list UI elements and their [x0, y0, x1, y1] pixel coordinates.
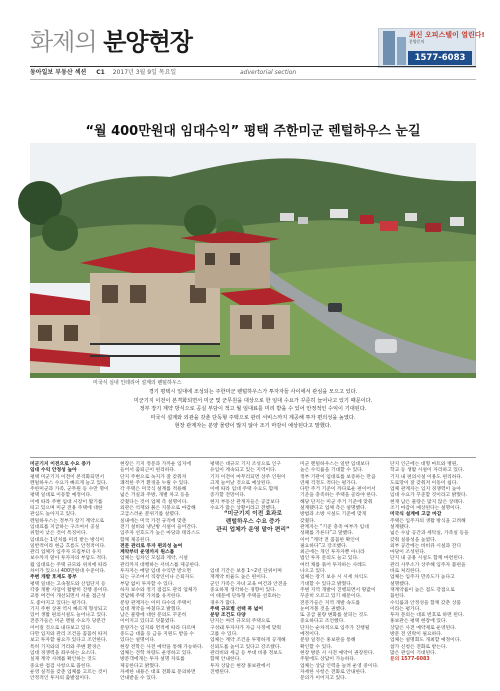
body-line: 업체는 견학 차량도 운영하고 있다.	[120, 650, 193, 656]
body-line: 외관은 석재와 붉은 지붕으로 마감해	[120, 506, 196, 512]
body-line: 실내에는 미국 가전 규격에 맞춘	[120, 518, 187, 524]
body-line: 정부 기관이 임대료를 보증하는 만큼	[300, 474, 376, 480]
body-line: 함께 제공된다.	[120, 537, 151, 543]
photo-caption: 미국식 실내 인테리어 설계의 렌털하우스	[93, 380, 182, 386]
body-line: 갖췄다.	[300, 518, 316, 524]
body-line: 단지 주변으로 녹지가 잘 갖춰져	[120, 474, 187, 480]
section-title-bold: 분양현장	[103, 28, 192, 56]
body-line: 평택 미군기지 이전이 본격화되면서	[30, 474, 105, 480]
body-line: 자세한 사항은 전화로 안내한다.	[300, 669, 367, 675]
pull-quote-line: “미군기지 이전 효과로	[223, 511, 283, 517]
body-line: 되는 구조여서 직장인이나 은퇴자도	[120, 575, 195, 581]
body-line: 중도금 대출 등 금융 지원도 받을 수	[120, 632, 195, 638]
subheading: 주변 개발 호재도 풍부	[30, 575, 77, 581]
body-line: 분양 일정은 홍보관을 통해	[300, 638, 356, 644]
body-line: 미군 렌털하우스는 일반 임대보다	[300, 462, 370, 467]
body-line: 일반적이라 현금 흐름도 안정적이다.	[30, 543, 106, 549]
body-line: 관심도 높아지고 있다.	[30, 512, 77, 518]
body-line: 법인 투자 문의도 늘고 있다.	[300, 556, 359, 562]
body-line: 투자 상담은 현장 홍보관에서	[210, 663, 271, 669]
subheading: 전문 관리로 투자 편의성 높여	[120, 543, 183, 549]
body-line: 실제 계약 사례를 확인하는 것도	[30, 657, 97, 663]
body-line: 방범과 소방 시설도 기준에 맞게	[300, 512, 367, 518]
body-line: 설계됐다.	[390, 524, 411, 530]
body-line: 띠고 있으며 미군 전용 주택에 대한	[30, 506, 103, 512]
body-line: 문의가 이어지고 있다.	[300, 676, 347, 682]
subheading: 계약부터 운영까지 원스톱	[120, 550, 175, 556]
lead-line: 경기 평택시 일대에 조성되는 주한미군 렌털하우스가 투자자들 사이에서 관심을 모으고 있다.	[148, 389, 358, 395]
body-line: 또 공급 물량 변화를 살피는 것도	[300, 613, 368, 619]
body-line: 기준을 충족하는 주택을 골라야 한다.	[300, 493, 378, 499]
body-line: 임대 계약을 마쳤다고 밝혔다.	[120, 606, 182, 612]
body-line: 높은 수익률을 기대할 수 있다.	[300, 468, 364, 474]
body-line: 평택 일대는 고속철도와 산업단지 등	[30, 581, 106, 587]
body-line: 함께 안내한다.	[210, 657, 241, 663]
body-line: 쾌적한 주거 환경을 누릴 수 있다.	[120, 480, 190, 486]
pull-quote	[212, 510, 294, 550]
article-column-4	[300, 462, 386, 686]
body-line: 해당 단지는 미군 주거 기준에 맞춰	[300, 499, 373, 505]
body-line: 이어지고 있다고 덧붙였다.	[120, 619, 176, 625]
body-line: 방문객에게는 투자 설명 자료를	[120, 657, 185, 663]
body-line: 차이가 있으나 400만원대 수준이다.	[30, 569, 106, 575]
body-line: 이에 따라 주변 임대 시장이 활기를	[30, 499, 103, 505]
advertisement[interactable]	[378, 28, 485, 68]
body-line: 신뢰도를 높이고 있다고 강조했다.	[210, 644, 281, 650]
body-line: 임대 경쟁력을 좌우하는 요소다.	[30, 650, 97, 656]
section-label: advertorial section	[240, 69, 297, 76]
body-line: 전기 설비와 냉난방 시설이 들어간다.	[120, 524, 198, 530]
body-line: 설명했다.	[390, 581, 411, 587]
building-graphic	[383, 31, 395, 65]
body-line: 평택은 대규모 기지 조성으로 인구	[210, 462, 281, 467]
body-line: 필요하다”고 강조했다.	[300, 543, 348, 549]
body-line: 임대 기간은 보통 1~2년 단위이며	[210, 569, 282, 575]
body-line: 중요하게 생각하는 경향이 있다.	[210, 587, 277, 593]
subheading: 미군기지 이전으로 수요 증가	[30, 462, 91, 467]
body-line: 다만 입지와 관리 조건을 꼼꼼히 따져	[30, 632, 108, 638]
body-line: 현장 견학은 사전 예약을 통해 가능하다.	[120, 644, 204, 650]
issue-date: 2017년 3월 9일 목요일	[112, 69, 177, 76]
body-line: 투자자는 매달 임대 수익만 받으면	[120, 569, 191, 575]
body-line: 갖췄다는 것이 업체 측 설명이다.	[120, 499, 188, 505]
body-line: 크게 늘어날 것으로 예상된다.	[210, 480, 272, 486]
body-line: 주변 지역 개발이 진행되면서 땅값이	[300, 587, 376, 593]
article-column-3	[210, 462, 296, 686]
body-line: 제공한다고 밝혔다.	[120, 663, 161, 669]
body-line: 고를 수 있다.	[210, 632, 238, 638]
contact-note: 문의 1577-6083	[390, 657, 430, 663]
body-line: 나오고 있다.	[300, 569, 327, 575]
body-line: 단지는 순차적으로 입주가 진행될	[300, 625, 370, 631]
body-line: 구성돼 투자자가 자금 사정에 맞춰	[210, 625, 281, 631]
body-line: 꾸준히 오르고 있기 때문이다.	[300, 594, 362, 600]
pull-quote-line: 관리 업체가 운영 맡아 편리”	[216, 527, 290, 533]
body-line: 평택 일대로 이동할 예정이다.	[30, 493, 92, 499]
body-line: 위험이 낮은 것이 특징이다.	[30, 531, 88, 537]
body-line: 이라는 평가다.	[390, 606, 421, 612]
ad-promo: 최신 오피스텔이 열린다!	[409, 31, 485, 39]
body-line: 업체는 장기 보유 시 시세 차익도	[300, 575, 368, 581]
body-line: 참가 신청은 전화로 받는다.	[390, 644, 448, 650]
body-line: 하자 보수와 정기 점검도 관리 업체가	[120, 587, 198, 593]
body-line: 이어질 것으로 내다보고 있다.	[30, 625, 92, 631]
body-line: 각종 개발 사업이 활발히 진행 중이다.	[30, 587, 109, 593]
body-line: 유입이 계속되고 있는 지역이다.	[210, 468, 277, 474]
body-line: 확인할 수 있다.	[300, 644, 333, 650]
subheading: 분양 조건도 다양	[210, 613, 246, 619]
body-line: 들어서 출퇴근이 편리하다.	[120, 468, 176, 474]
body-line: 임대료를 지급하는 구조여서 공실	[30, 524, 100, 530]
body-line: 부담 없이 투자할 수 있다.	[120, 581, 174, 587]
body-line: 이에 따라 임대 주택 수요도 함께	[210, 487, 278, 493]
info-bar	[30, 66, 476, 80]
body-line: 경우가 많다.	[210, 600, 237, 606]
body-line: 렌털하우스 수요가 빠르게 늘고 있다.	[30, 480, 108, 486]
body-line: 수익률과 안정성을 함께 갖춘 상품	[390, 600, 461, 606]
body-line: 학교 등 생활 시설이 자리하고 있다.	[390, 468, 465, 474]
body-line: 많은 관심이 기대된다.	[390, 650, 437, 656]
body-line: 업체는 설명회도 개최할 예정이다.	[390, 638, 461, 644]
body-line: 현장 방문 시 사전 예약이 권장된다.	[300, 650, 375, 656]
body-line: 업체는 임차인 모집과 계약, 시설	[120, 556, 188, 562]
body-line: 고급스러운 분위기를 살렸다.	[120, 512, 181, 518]
body-line: 렌털하우스는 정부가 장기 계약으로	[30, 518, 105, 524]
body-line: 조기 마감이 예상된다는 설명이다.	[390, 506, 461, 512]
body-line: 분양 관계자는 이미 다수의 주택이	[120, 600, 191, 606]
body-line: 안내받을 수 있다.	[120, 676, 158, 682]
body-line: 기지 주변 상권 역시 빠르게 형성되고	[30, 606, 108, 612]
rental-house-photo	[30, 143, 476, 378]
body-line: 업체는 상담 인력을 늘려 운영 중이다.	[300, 663, 379, 669]
body-line: 주말에도 상담이 가능하다.	[300, 657, 356, 663]
ad-subline: 분양문의	[409, 39, 425, 44]
body-line: 꼽힌다.	[390, 594, 406, 600]
body-line: 남은 물량에 대한 문의도 꾸준히	[120, 613, 187, 619]
body-line: 다만 주거 기준이 까다로운 편이어서	[300, 487, 376, 493]
body-line: 설계됐다고 업체 측은 설명했다.	[300, 506, 367, 512]
body-line: 월 임대료는 주택 규모와 위치에 따라	[30, 562, 108, 568]
divider	[30, 457, 476, 458]
body-line: 증가할 전망이다.	[210, 493, 246, 499]
body-line: 있어 생활 편의시설도 늘어나고 있다.	[30, 613, 108, 619]
section-title	[30, 22, 192, 57]
subheading: 미국식 설계에 고급 마감	[390, 512, 442, 518]
building-graphic-small	[397, 37, 406, 65]
body-line: 외부 공간에는 바비큐 시설과 잔디	[390, 543, 461, 549]
body-line: 있다는 설명이다.	[120, 638, 156, 644]
subheading: 주택 규모별 선택 폭 넓어	[210, 606, 264, 612]
body-line: 보수까지 맡아 투자자의 부담도 적다.	[30, 556, 108, 562]
body-line: 기지 내 편의시설 이용도 편리하다.	[390, 474, 463, 480]
body-line: 주한미군과 가족, 군무원 등 수만 명이	[30, 487, 109, 493]
masthead	[0, 0, 500, 66]
body-line: 연체 걱정도 적다는 평가다.	[300, 480, 358, 486]
body-line: 관리 사무소가 상주해 입주자 불편을	[390, 562, 466, 568]
body-line: 상담은 사전 예약제로 운영된다.	[390, 625, 457, 631]
body-line: 관계자는 “기준 충족 여부가 임대	[300, 524, 369, 530]
body-line: 단지 인근에는 대형 마트와 병원,	[390, 462, 458, 467]
section-title-light: 화제의	[30, 28, 97, 56]
body-line: 현재 남은 물량은 많지 않은 상태다.	[390, 499, 465, 505]
body-line: 입주자 선호도가 높은 마당과 테라스도	[120, 531, 201, 537]
subheading: 임대 수익 안정성 높아	[30, 468, 77, 474]
body-line: 최근에는 개인 투자자뿐 아니라	[300, 550, 365, 556]
lead-line: 현장 관계자는 분양 물량이 많지 않아 조기 마감이 예상된다고 말했다.	[174, 423, 332, 430]
article-photo	[30, 143, 476, 378]
body-line: 기대할 수 있다고 밝혔다.	[300, 581, 353, 587]
body-line: 단지 내 공용 시설도 함께 마련된다.	[390, 556, 465, 562]
body-line: 전문가들은 지역 개발 속도를	[300, 600, 361, 606]
body-line: 재계약 비율도 높은 편이다.	[210, 575, 268, 581]
body-line: 마당이 조성된다.	[390, 550, 426, 556]
publication-name: 동아일보 부동산 섹션	[30, 69, 87, 76]
body-line: 임대 수요가 꾸준할 것이라고 밝혔다.	[390, 493, 468, 499]
article-headline: “월 400만원대 임대수익” 평택 주한미군 렌털하우스 눈길	[85, 124, 421, 139]
body-line: 수요가 많은 상황이라고 전했다.	[210, 506, 277, 512]
body-line: 진행된다.	[210, 669, 231, 675]
body-line: 전문가들은 미군 렌털 수요가 당분간	[30, 619, 106, 625]
body-line: 넓은 거실과 주방, 개별 차고 등을	[120, 493, 190, 499]
body-line: 방문 전 연락이 필요하다.	[390, 632, 443, 638]
body-line: 이어 “계약 전 꼼꼼한 확인이	[300, 537, 360, 543]
body-line: 교통 여건이 개선되면서 서울 접근성	[30, 594, 106, 600]
ad-phone: 1577-6083	[408, 51, 472, 65]
body-line: 도로망이 잘 갖춰져 이동이 쉽다.	[390, 480, 458, 486]
body-line: 주택은 입주자의 생활 방식을 고려해	[390, 518, 466, 524]
body-line: 중요하다고 조언했다.	[300, 619, 345, 625]
body-line: 갖춰 실용성을 높였다.	[390, 537, 437, 543]
body-line: 넓은 수납 공간과 세탁실, 가족실 등을	[390, 531, 469, 537]
body-line: 도 좋아지고 있다는 평가다.	[30, 600, 88, 606]
body-line: 분양가는 입지와 면적에 따라 다르며	[120, 625, 196, 631]
body-line: 예정이다.	[300, 632, 321, 638]
article-column-1	[30, 462, 116, 686]
body-line: 관리까지 대행하는 서비스를 제공한다.	[120, 562, 201, 568]
page-number: C1	[96, 69, 105, 76]
body-line: 군인 가족은 자녀 교육 여건과 안전을	[210, 581, 288, 587]
body-line: 이 때문에 단독형 주택을 선호하는	[210, 594, 281, 600]
body-line: 성패를 가른다”고 말했다.	[300, 531, 354, 537]
body-line: 각 주택은 미국식 설계를 적용해	[120, 487, 187, 493]
body-line: 홍보관은 평택 현장에 있다.	[390, 619, 448, 625]
article-column-5	[390, 462, 476, 686]
body-line: 중요한 점검 사항으로 꼽힌다.	[30, 663, 92, 669]
body-line: 투자 문의는 대표 번호로 하면 된다.	[390, 613, 465, 619]
body-line: 현지 부동산 관계자들은 공급보다	[210, 499, 280, 505]
body-line: 바로 처리한다.	[390, 569, 421, 575]
lead-paragraph	[30, 388, 476, 431]
body-line: 관리비와 세금 등 부대 비용 정보도	[210, 650, 283, 656]
body-line: 기지 이전이 마무리되면 상주 인원이	[210, 474, 286, 480]
body-line: 업체 관계자는 입지 경쟁력이 높아	[390, 487, 461, 493]
body-line: 단지는 여러 규모의 주택으로	[210, 619, 271, 625]
body-line: 재계약률이 높은 점도 강점으로	[390, 587, 455, 593]
lead-line: 정부 장기 계약 방식으로 공실 부담이 적고 월 임대료를 미리 받을 수 있어 안정적인 수익이 기대된다.	[139, 406, 367, 413]
lead-line: 미군기지 이전이 본격화되면서 미군 및 군무원을 대상으로 한 임대 수요가 꾸준히 늘어나고 있기 때문이다.	[133, 397, 373, 404]
body-line: 관리 업체가 입주자 모집부터 유지	[30, 550, 101, 556]
body-line: 눈여겨볼 것을 권했다.	[300, 606, 347, 612]
body-line: 여러 채를 묶어 투자하는 사례도	[300, 562, 367, 568]
body-line: 전담해 주택 가치를 유지한다.	[120, 594, 182, 600]
lead-line: 미국식 설계와 외관을 갖춘 단독형 주택으로 관리 서비스까지 제공해 투자 편의성을 높였다.	[150, 414, 356, 421]
body-line: 자세한 내용은 대표 전화로 문의하면	[120, 669, 196, 675]
body-line: 업체는 계약 조건을 투명하게 공개해	[210, 638, 286, 644]
body-line: 운영 실적을 갖춘 업체를 고르는 것이	[30, 669, 108, 675]
body-line: 특히 기지와의 거리와 주변 환경은	[30, 644, 101, 650]
body-line: 보고 투자할 필요가 있다고 조언한다.	[30, 638, 108, 644]
body-line: 임대료는 1년치를 미리 받는 방식이	[30, 537, 105, 543]
body-line: 업체는 입주자 만족도가 높다고	[390, 575, 455, 581]
body-line: 안정적인 투자의 출발점이다.	[30, 676, 91, 682]
body-line: 현장은 기지 정문과 가까운 입지에	[120, 462, 191, 467]
pull-quote-line: 렌털하우스 수요 증가	[225, 519, 281, 525]
article-column-2	[120, 462, 206, 686]
